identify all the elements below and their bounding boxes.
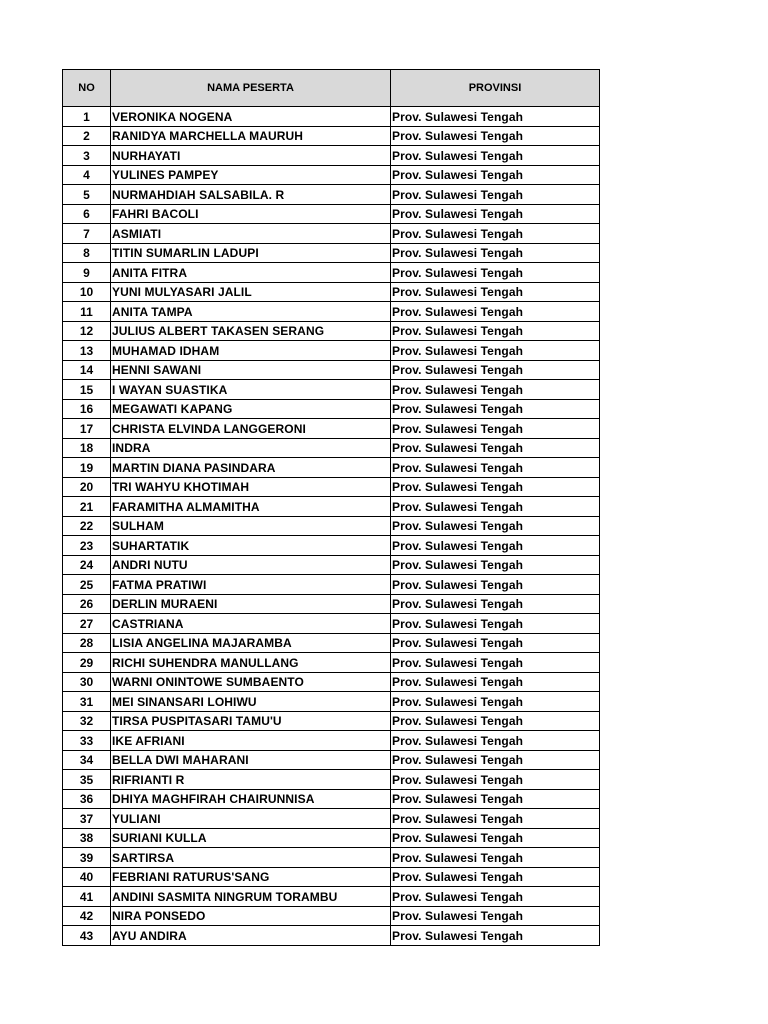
row-number-cell: 38	[63, 828, 111, 848]
province-cell: Prov. Sulawesi Tengah	[391, 438, 600, 458]
table-row	[63, 828, 600, 848]
participant-name-cell: RIFRIANTI R	[111, 770, 391, 790]
row-number-cell: 39	[63, 848, 111, 868]
participant-name-cell: ASMIATI	[111, 224, 391, 244]
participant-name-cell: MEGAWATI KAPANG	[111, 399, 391, 419]
table-row	[63, 770, 600, 790]
participant-name-cell: SARTIRSA	[111, 848, 391, 868]
row-number-cell: 21	[63, 497, 111, 517]
participant-name-cell: YULIANI	[111, 809, 391, 829]
participant-name-cell: BELLA DWI MAHARANI	[111, 750, 391, 770]
province-cell: Prov. Sulawesi Tengah	[391, 107, 600, 127]
table-row	[63, 341, 600, 361]
header-no: NO	[63, 70, 111, 107]
participant-name-cell: FARAMITHA ALMAMITHA	[111, 497, 391, 517]
province-cell: Prov. Sulawesi Tengah	[391, 692, 600, 712]
participant-name-cell: MUHAMAD IDHAM	[111, 341, 391, 361]
table-row	[63, 438, 600, 458]
table-row	[63, 614, 600, 634]
table-row	[63, 711, 600, 731]
participant-name-cell: FATMA PRATIWI	[111, 575, 391, 595]
table-row	[63, 302, 600, 322]
row-number-cell: 20	[63, 477, 111, 497]
province-cell: Prov. Sulawesi Tengah	[391, 750, 600, 770]
province-cell: Prov. Sulawesi Tengah	[391, 555, 600, 575]
province-cell: Prov. Sulawesi Tengah	[391, 321, 600, 341]
province-cell: Prov. Sulawesi Tengah	[391, 867, 600, 887]
participant-name-cell: FAHRI BACOLI	[111, 204, 391, 224]
province-cell: Prov. Sulawesi Tengah	[391, 828, 600, 848]
province-cell: Prov. Sulawesi Tengah	[391, 399, 600, 419]
table-row	[63, 146, 600, 166]
participant-name-cell: NURHAYATI	[111, 146, 391, 166]
row-number-cell: 7	[63, 224, 111, 244]
province-cell: Prov. Sulawesi Tengah	[391, 458, 600, 478]
participant-name-cell: YULINES PAMPEY	[111, 165, 391, 185]
province-cell: Prov. Sulawesi Tengah	[391, 653, 600, 673]
row-number-cell: 25	[63, 575, 111, 595]
participant-name-cell: ANITA FITRA	[111, 263, 391, 283]
table-row	[63, 282, 600, 302]
table-row	[63, 360, 600, 380]
participant-name-cell: I WAYAN SUASTIKA	[111, 380, 391, 400]
province-cell: Prov. Sulawesi Tengah	[391, 380, 600, 400]
participant-name-cell: HENNI SAWANI	[111, 360, 391, 380]
table-row	[63, 731, 600, 751]
table-row	[63, 263, 600, 283]
participant-table	[62, 69, 600, 946]
row-number-cell: 10	[63, 282, 111, 302]
table-row	[63, 165, 600, 185]
row-number-cell: 24	[63, 555, 111, 575]
participant-name-cell: NIRA PONSEDO	[111, 906, 391, 926]
table-row	[63, 477, 600, 497]
row-number-cell: 17	[63, 419, 111, 439]
table-row	[63, 224, 600, 244]
province-cell: Prov. Sulawesi Tengah	[391, 770, 600, 790]
province-cell: Prov. Sulawesi Tengah	[391, 243, 600, 263]
table-row	[63, 419, 600, 439]
table-row	[63, 887, 600, 907]
province-cell: Prov. Sulawesi Tengah	[391, 926, 600, 946]
table-row	[63, 575, 600, 595]
row-number-cell: 14	[63, 360, 111, 380]
row-number-cell: 34	[63, 750, 111, 770]
table-row	[63, 126, 600, 146]
table-row	[63, 594, 600, 614]
row-number-cell: 5	[63, 185, 111, 205]
table-row	[63, 536, 600, 556]
participant-name-cell: VERONIKA NOGENA	[111, 107, 391, 127]
row-number-cell: 23	[63, 536, 111, 556]
province-cell: Prov. Sulawesi Tengah	[391, 477, 600, 497]
province-cell: Prov. Sulawesi Tengah	[391, 887, 600, 907]
province-cell: Prov. Sulawesi Tengah	[391, 516, 600, 536]
participant-name-cell: AYU ANDIRA	[111, 926, 391, 946]
province-cell: Prov. Sulawesi Tengah	[391, 204, 600, 224]
province-cell: Prov. Sulawesi Tengah	[391, 263, 600, 283]
table-row	[63, 906, 600, 926]
table-row	[63, 107, 600, 127]
row-number-cell: 35	[63, 770, 111, 790]
participant-name-cell: DERLIN MURAENI	[111, 594, 391, 614]
row-number-cell: 40	[63, 867, 111, 887]
participant-name-cell: ANITA TAMPA	[111, 302, 391, 322]
province-cell: Prov. Sulawesi Tengah	[391, 126, 600, 146]
participant-sheet	[62, 69, 599, 946]
participant-name-cell: JULIUS ALBERT TAKASEN SERANG	[111, 321, 391, 341]
row-number-cell: 19	[63, 458, 111, 478]
province-cell: Prov. Sulawesi Tengah	[391, 731, 600, 751]
row-number-cell: 18	[63, 438, 111, 458]
row-number-cell: 9	[63, 263, 111, 283]
row-number-cell: 8	[63, 243, 111, 263]
participant-name-cell: TRI WAHYU KHOTIMAH	[111, 477, 391, 497]
table-row	[63, 653, 600, 673]
province-cell: Prov. Sulawesi Tengah	[391, 419, 600, 439]
table-row	[63, 809, 600, 829]
province-cell: Prov. Sulawesi Tengah	[391, 789, 600, 809]
row-number-cell: 16	[63, 399, 111, 419]
participant-name-cell: LISIA ANGELINA MAJARAMBA	[111, 633, 391, 653]
province-cell: Prov. Sulawesi Tengah	[391, 360, 600, 380]
participant-name-cell: CASTRIANA	[111, 614, 391, 634]
row-number-cell: 1	[63, 107, 111, 127]
participant-name-cell: ANDRI NUTU	[111, 555, 391, 575]
row-number-cell: 4	[63, 165, 111, 185]
row-number-cell: 43	[63, 926, 111, 946]
row-number-cell: 42	[63, 906, 111, 926]
table-row	[63, 399, 600, 419]
table-header	[63, 70, 600, 107]
header-province: PROVINSI	[391, 70, 600, 107]
participant-name-cell: RICHI SUHENDRA MANULLANG	[111, 653, 391, 673]
table-body	[63, 107, 600, 946]
row-number-cell: 15	[63, 380, 111, 400]
participant-name-cell: TITIN SUMARLIN LADUPI	[111, 243, 391, 263]
participant-name-cell: RANIDYA MARCHELLA MAURUH	[111, 126, 391, 146]
province-cell: Prov. Sulawesi Tengah	[391, 906, 600, 926]
row-number-cell: 26	[63, 594, 111, 614]
table-row	[63, 458, 600, 478]
row-number-cell: 2	[63, 126, 111, 146]
row-number-cell: 31	[63, 692, 111, 712]
province-cell: Prov. Sulawesi Tengah	[391, 633, 600, 653]
row-number-cell: 33	[63, 731, 111, 751]
province-cell: Prov. Sulawesi Tengah	[391, 614, 600, 634]
table-row	[63, 321, 600, 341]
participant-name-cell: SURIANI KULLA	[111, 828, 391, 848]
table-row	[63, 243, 600, 263]
province-cell: Prov. Sulawesi Tengah	[391, 672, 600, 692]
participant-name-cell: ANDINI SASMITA NINGRUM TORAMBU	[111, 887, 391, 907]
table-row	[63, 789, 600, 809]
row-number-cell: 30	[63, 672, 111, 692]
participant-name-cell: NURMAHDIAH SALSABILA. R	[111, 185, 391, 205]
row-number-cell: 27	[63, 614, 111, 634]
province-cell: Prov. Sulawesi Tengah	[391, 809, 600, 829]
table-row	[63, 497, 600, 517]
province-cell: Prov. Sulawesi Tengah	[391, 282, 600, 302]
province-cell: Prov. Sulawesi Tengah	[391, 711, 600, 731]
province-cell: Prov. Sulawesi Tengah	[391, 185, 600, 205]
participant-name-cell: SULHAM	[111, 516, 391, 536]
row-number-cell: 6	[63, 204, 111, 224]
table-row	[63, 185, 600, 205]
row-number-cell: 11	[63, 302, 111, 322]
province-cell: Prov. Sulawesi Tengah	[391, 575, 600, 595]
row-number-cell: 22	[63, 516, 111, 536]
row-number-cell: 12	[63, 321, 111, 341]
table-row	[63, 867, 600, 887]
participant-name-cell: SUHARTATIK	[111, 536, 391, 556]
province-cell: Prov. Sulawesi Tengah	[391, 497, 600, 517]
row-number-cell: 32	[63, 711, 111, 731]
province-cell: Prov. Sulawesi Tengah	[391, 341, 600, 361]
header-row	[63, 70, 600, 107]
participant-name-cell: MARTIN DIANA PASINDARA	[111, 458, 391, 478]
participant-name-cell: MEI SINANSARI LOHIWU	[111, 692, 391, 712]
province-cell: Prov. Sulawesi Tengah	[391, 165, 600, 185]
participant-name-cell: CHRISTA ELVINDA LANGGERONI	[111, 419, 391, 439]
table-row	[63, 750, 600, 770]
table-row	[63, 692, 600, 712]
province-cell: Prov. Sulawesi Tengah	[391, 224, 600, 244]
province-cell: Prov. Sulawesi Tengah	[391, 536, 600, 556]
table-row	[63, 672, 600, 692]
participant-name-cell: WARNI ONINTOWE SUMBAENTO	[111, 672, 391, 692]
province-cell: Prov. Sulawesi Tengah	[391, 848, 600, 868]
province-cell: Prov. Sulawesi Tengah	[391, 146, 600, 166]
table-row	[63, 926, 600, 946]
table-row	[63, 516, 600, 536]
row-number-cell: 29	[63, 653, 111, 673]
participant-name-cell: IKE AFRIANI	[111, 731, 391, 751]
row-number-cell: 41	[63, 887, 111, 907]
participant-name-cell: DHIYA MAGHFIRAH CHAIRUNNISA	[111, 789, 391, 809]
table-row	[63, 848, 600, 868]
row-number-cell: 3	[63, 146, 111, 166]
table-row	[63, 380, 600, 400]
table-row	[63, 633, 600, 653]
participant-name-cell: INDRA	[111, 438, 391, 458]
participant-name-cell: FEBRIANI RATURUS'SANG	[111, 867, 391, 887]
row-number-cell: 13	[63, 341, 111, 361]
province-cell: Prov. Sulawesi Tengah	[391, 594, 600, 614]
participant-name-cell: TIRSA PUSPITASARI TAMU'U	[111, 711, 391, 731]
table-row	[63, 204, 600, 224]
participant-name-cell: YUNI MULYASARI JALIL	[111, 282, 391, 302]
row-number-cell: 37	[63, 809, 111, 829]
row-number-cell: 28	[63, 633, 111, 653]
header-name: NAMA PESERTA	[111, 70, 391, 107]
province-cell: Prov. Sulawesi Tengah	[391, 302, 600, 322]
table-row	[63, 555, 600, 575]
row-number-cell: 36	[63, 789, 111, 809]
